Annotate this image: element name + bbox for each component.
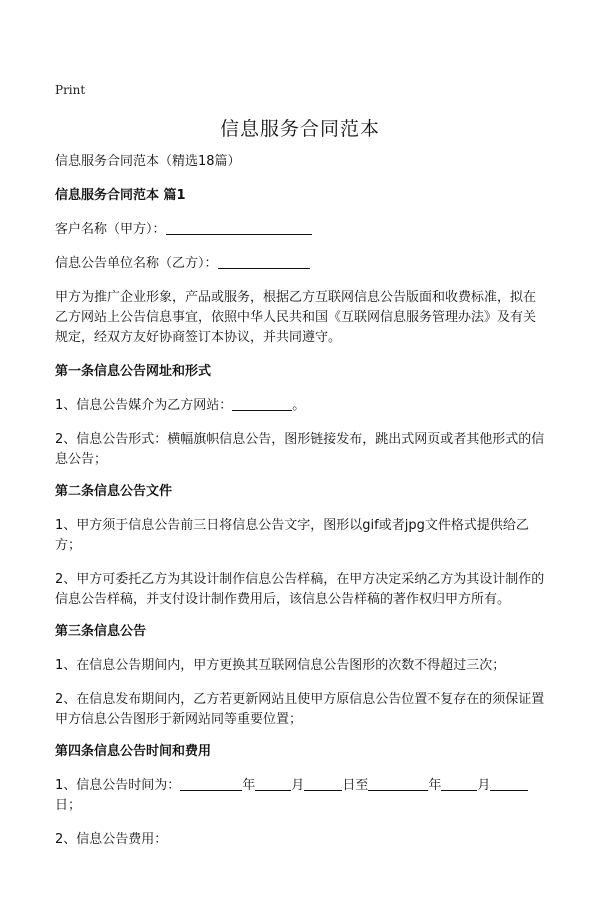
start-year-blank	[180, 776, 242, 791]
end-day-blank	[490, 776, 528, 791]
page-title: 信息服务合同范本	[219, 118, 380, 140]
month-label: 月	[291, 778, 305, 793]
end-year-blank	[368, 776, 428, 791]
end-year-label: 年	[428, 778, 442, 793]
publisher-name-blank	[218, 254, 310, 269]
end-month-label: 月	[477, 778, 491, 793]
start-day-blank	[304, 776, 342, 791]
print-link[interactable]: Print	[55, 83, 86, 97]
article-2-heading: 第二条信息公告文件	[55, 484, 173, 499]
article-1-item-2: 2、信息公告形式：横幅旗帜信息公告，图形链接发布，跳出式网页或者其他形式的信息公告；	[55, 432, 545, 467]
article-3-heading: 第三条信息公告	[55, 624, 147, 639]
article-4-item-1-label: 1、信息公告时间为：	[55, 778, 181, 793]
publisher-name-label: 信息公告单位名称（乙方）：	[55, 256, 218, 271]
article-4-item-1	[55, 776, 548, 816]
section-heading: 信息服务合同范本 篇1	[55, 188, 186, 203]
day-label: 日；	[55, 798, 82, 813]
article-4-item-2: 2、信息公告费用：	[55, 832, 168, 847]
article-1-item-1-text: 1、信息公告媒介为乙方网站：	[55, 398, 233, 413]
article-4-heading: 第四条信息公告时间和费用	[55, 744, 212, 759]
article-2-item-1: 1、甲方须于信息公告前三日将信息公告文字，图形以gif或者jpg文件格式提供给乙方；	[55, 518, 529, 553]
article-1-item-1	[55, 396, 548, 416]
article-3-item-2: 2、在信息发布期间内，乙方若更新网站且使甲方原信息公告位置不复存在的须保证置甲方信息公告图形于新网站同等重要位置；	[55, 692, 545, 727]
end-month-blank	[441, 776, 477, 791]
article-3-item-1: 1、在信息公告期间内，甲方更换其互联网信息公告图形的次数不得超过三次；	[55, 658, 506, 673]
article-1-item-1-end: 。	[292, 398, 306, 413]
website-blank	[232, 396, 292, 411]
client-name-blank	[166, 220, 312, 235]
publisher-name-line	[55, 254, 548, 274]
article-1-heading: 第一条信息公告网址和形式	[55, 364, 212, 379]
intro-paragraph: 甲方为推广企业形象，产品或服务，根据乙方互联网信息公告版面和收费标准，拟在乙方网站上公告信息事宜，依照中华人民共和国《互联网信息服务管理办法》及有关规定，经双方友好协商签订本协议，并共同遵守。	[55, 290, 537, 345]
client-name-label: 客户名称（甲方）：	[55, 222, 166, 237]
doc-subtitle: 信息服务合同范本（精选18篇）	[55, 154, 241, 169]
day-to-label: 日至	[342, 778, 369, 793]
article-2-item-2: 2、甲方可委托乙方为其设计制作信息公告样稿，在甲方决定采纳乙方为其设计制作的信息公告样稿，并支付设计制作费用后，该信息公告样稿的著作权归甲方所有。	[55, 572, 545, 607]
year-label: 年	[242, 778, 256, 793]
document-body	[55, 152, 548, 850]
start-month-blank	[255, 776, 291, 791]
client-name-line	[55, 220, 548, 240]
